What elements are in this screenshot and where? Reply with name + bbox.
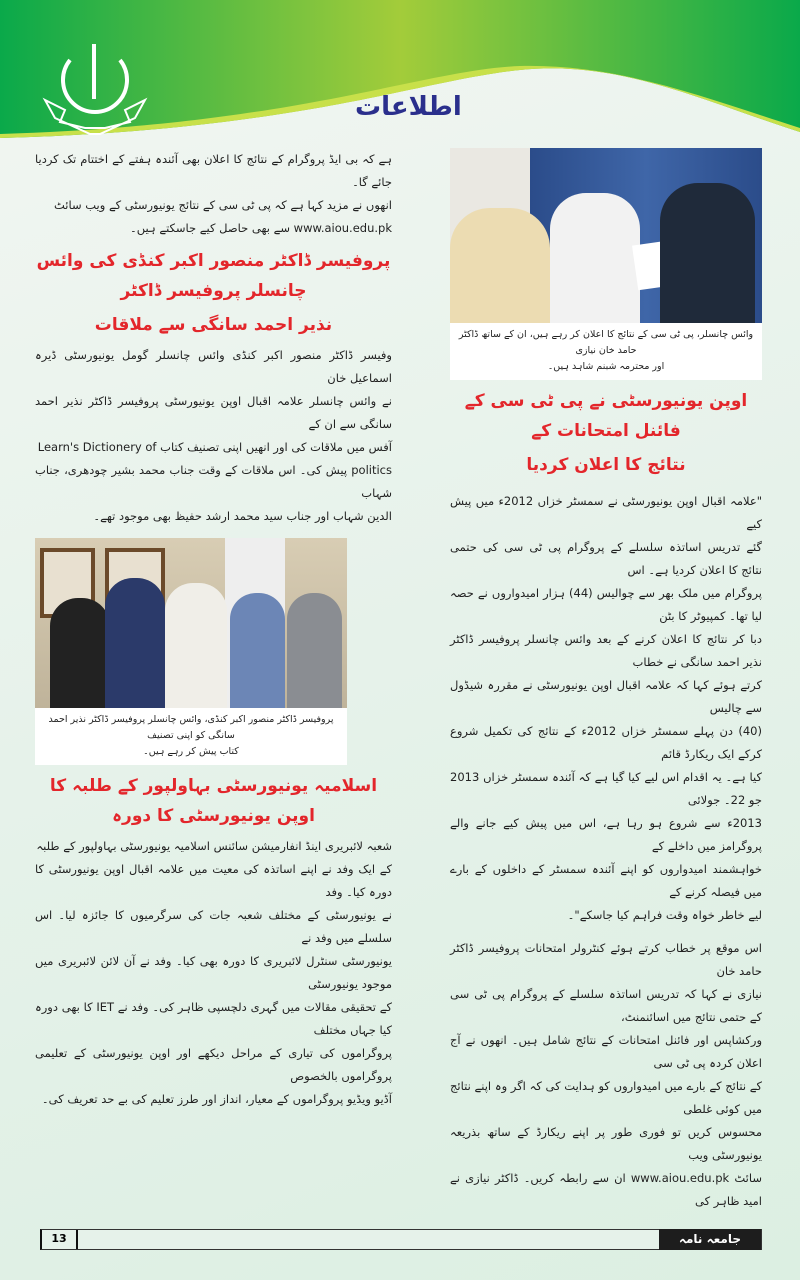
page-header	[0, 0, 800, 140]
text-line: 2013ء سے شروع ہو رہا ہے، اس میں پیش کیے جانے والے پروگرامز میں داخلے کے	[450, 816, 762, 853]
article-bahawalpur-visit	[35, 765, 392, 1111]
text-line: (40) دن پہلے سمسٹر خزاں 2012ء کے نتائج کی تکمیل شروع کرکے ایک ریکارڈ قائم	[450, 724, 762, 761]
page-footer	[40, 1229, 762, 1250]
section-title: اطلاعات	[355, 92, 462, 122]
text-line: ہے کہ بی ایڈ پروگرام کے نتائج کا اعلان بھی آئندہ ہفتے کے اختتام تک کردیا جائے گا۔	[35, 152, 392, 189]
content-columns	[0, 140, 800, 1213]
photo-block-left	[35, 538, 347, 765]
text-line: نیازی نے کہا کہ تدریس اساتذہ سلسلے کے پروگرام پی ٹی سی کے حتمی نتائج میں اسائنمنٹ،	[450, 987, 762, 1024]
text-line: نے یونیورسٹی کے مختلف شعبہ جات کی سرگرمیوں کا جائزہ لیا۔ اس سلسلے میں وفد نے	[35, 908, 392, 945]
text-line: محسوس کریں تو فوری طور پر اپنے ریکارڈ کے ساتھ بذریعہ یونیورسٹی ویب	[450, 1125, 762, 1162]
text-line: یونیورسٹی سنٹرل لائبریری کا دورہ بھی کیا۔ وفد نے آن لائن لائبریری میں موجود یونیورسٹی	[35, 954, 392, 991]
text-line: پروگرام میں ملک بھر سے چوالیس (44) ہزار امیدواروں نے حصہ لیا تھا۔ کمپیوٹر کا بٹن	[450, 586, 762, 623]
headline: نذیر احمد سانگی سے ملاقات	[94, 315, 333, 335]
text-line: گئے تدریس اساتذہ سلسلے کے پروگرام پی ٹی سی کی حتمی نتائج کا اعلان کردیا ہے۔ اس	[450, 540, 762, 577]
text-line: politics پیش کی۔ اس ملاقات کے وقت جناب محمد بشیر چودھری، جناب شہاب	[35, 463, 392, 500]
text-line: دبا کر نتائج کا اعلان کرنے کے بعد وائس چانسلر پروفیسر ڈاکٹر نذیر احمد سانگی نے خطاب	[450, 632, 762, 669]
photo-caption-left	[35, 708, 347, 765]
text-line: ورکشاپس اور فائنل امتحانات کے نتائج شامل ہیں۔ انھوں نے آج اعلان کردہ پی ٹی سی	[450, 1033, 762, 1070]
text-line: کرتے ہوئے کہا کہ علامہ اقبال اوپن یونیورسٹی نے مقررہ شیڈول سے چالیس	[450, 678, 762, 715]
text-line: کے نتائج کے بارے میں امیدواروں کو ہدایت کی کہ اگر وہ اپنے نتائج میں کوئی غلطی	[450, 1079, 762, 1116]
text-line: شعبہ لائبریری اینڈ انفارمیشن سائنس اسلامیہ یونیورسٹی بہاولپور کے طلبہ	[36, 839, 392, 853]
headline: پروفیسر ڈاکٹر منصور اکبر کنڈی کی وائس چانسلر پروفیسر ڈاکٹر	[36, 251, 391, 301]
text-line: وفیسر ڈاکٹر منصور اکبر کنڈی وائس چانسلر گومل یونیورسٹی ڈیرہ اسماعیل خان	[35, 348, 392, 385]
text-line: کیا ہے۔ یہ اقدام اس لیے کیا گیا ہے کہ آئندہ سمسٹر خزاں 2013 جو 22۔ جولائی	[450, 770, 762, 807]
headline: اسلامیہ یونیورسٹی بہاولپور کے طلبہ کا اوپن یونیورسٹی کا دورہ	[49, 776, 378, 826]
headline: اوپن یونیورسٹی نے پی ٹی سی کے فائنل امتحانات کے	[464, 391, 748, 441]
university-logo	[40, 40, 150, 135]
text-line: الدین شہاب اور جناب سید محمد ارشد حفیظ بھی موجود تھے۔	[93, 509, 392, 523]
text-line: اس موقع پر خطاب کرتے ہوئے کنٹرولر امتحانات پروفیسر ڈاکٹر حامد خان	[450, 941, 762, 978]
text-line: خواہشمند امیدواروں کو اپنے آئندہ سمسٹر کے داخلوں کے بارے میں فیصلہ کرنے کے	[450, 862, 762, 899]
text-line: لیے خاطر خواہ وقت فراہم کیا جاسکے"۔	[567, 908, 762, 922]
left-column	[35, 148, 392, 1213]
text-line: آڈیو ویڈیو پروگراموں کے معیار، انداز اور طرز تعلیم کی بے حد تعریف کی۔	[41, 1092, 392, 1106]
book-presentation-photo	[35, 538, 347, 708]
article-ptc-results	[450, 380, 762, 1213]
text-line: www.aiou.edu.pk سے بھی حاصل کیے جاسکتے ہیں۔	[129, 221, 392, 235]
text-line: سائٹ www.aiou.edu.pk ان سے رابطہ کریں۔ ڈاکٹر نیازی نے امید ظاہر کی	[450, 1171, 762, 1208]
text-line: آفس میں ملاقات کی اور انھیں اپنی تصنیف کتاب Learn's Dictionery of	[37, 440, 392, 454]
results-announcement-photo	[450, 148, 762, 323]
caption-line: وائس چانسلر، پی ٹی سی کے نتائج کا اعلان کر رہے ہیں، ان کے ساتھ ڈاکٹر حامد خان نیازی	[458, 329, 754, 356]
text-line: نے وائس چانسلر علامہ اقبال اوپن یونیورسٹی پروفیسر ڈاکٹر نذیر احمد سانگی سے ان کے	[35, 394, 392, 431]
caption-line: پروفیسر ڈاکٹر منصور اکبر کنڈی، وائس چانسلر پروفیسر ڈاکٹر نذیر احمد سانگی کو اپنی تصنیف	[48, 714, 334, 741]
masthead-label: جامعہ نامہ	[659, 1229, 761, 1250]
caption-line: کتاب پیش کر رہے ہیں۔	[143, 746, 239, 757]
text-line: انھوں نے مزید کہا ہے کہ پی ٹی سی کے نتائج یونیورسٹی کے ویب سائٹ	[53, 198, 392, 212]
caption-line: اور محترمہ شبنم شاہد ہیں۔	[547, 361, 665, 372]
text-line: پروگراموں کی تیاری کے مراحل دیکھے اور اوپن یونیورسٹی کے تعلیمی پروگراموں بالخصوص	[35, 1046, 392, 1083]
text-line: "علامہ اقبال اوپن یونیورسٹی نے سمسٹر خزاں 2012ء میں پیش کیے	[450, 494, 762, 531]
left-intro	[35, 148, 392, 240]
article-meeting	[35, 240, 392, 528]
right-column	[450, 148, 762, 1213]
photo-caption-right	[450, 323, 762, 380]
headline: نتائج کا اعلان کردیا	[526, 455, 686, 475]
text-line: کے ایک وفد نے اپنے اساتذہ کی معیت میں علامہ اقبال اوپن یونیورسٹی کا دورہ کیا۔ وفد	[35, 862, 392, 899]
text-line: کے تحقیقی مقالات میں گہری دلچسپی ظاہر کی۔ وفد نے IET کا بھی دورہ کیا جہاں مختلف	[35, 1000, 392, 1037]
page-number: 13	[42, 1230, 78, 1249]
